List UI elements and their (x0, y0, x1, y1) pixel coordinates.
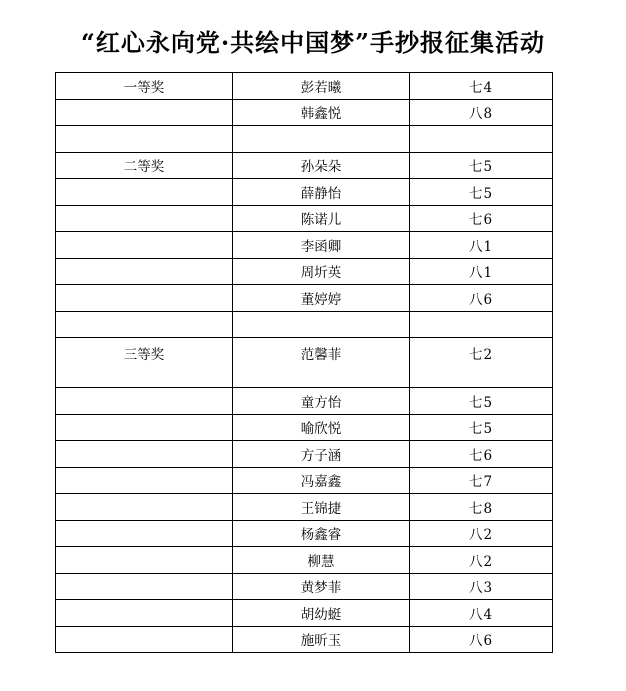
table-row (56, 600, 553, 627)
award-cell (56, 311, 233, 338)
table-row (56, 573, 553, 600)
name-cell: 喻欣悦 (233, 414, 410, 441)
name-cell: 范馨菲 (233, 338, 410, 388)
table-row (56, 126, 553, 153)
table-row (56, 414, 553, 441)
award-cell (56, 99, 233, 126)
class-cell: 八8 (410, 99, 553, 126)
name-cell: 周圻英 (233, 258, 410, 285)
award-cell (56, 232, 233, 259)
table-row (56, 152, 553, 179)
table-row (56, 73, 553, 100)
class-cell: 七2 (410, 338, 553, 388)
class-cell: 七4 (410, 73, 553, 100)
class-cell: 七6 (410, 205, 553, 232)
name-cell: 杨鑫睿 (233, 520, 410, 547)
name-cell: 李函卿 (233, 232, 410, 259)
table-row (56, 388, 553, 415)
award-cell: 二等奖 (56, 152, 233, 179)
name-cell: 薛静怡 (233, 179, 410, 206)
class-cell: 七5 (410, 388, 553, 415)
award-cell (56, 573, 233, 600)
class-cell: 七7 (410, 467, 553, 494)
table-row (56, 205, 553, 232)
award-cell (56, 205, 233, 232)
award-cell (56, 467, 233, 494)
name-cell: 施昕玉 (233, 626, 410, 653)
award-cell: 一等奖 (56, 73, 233, 100)
class-cell: 八2 (410, 520, 553, 547)
class-cell (410, 126, 553, 153)
table-row (56, 99, 553, 126)
award-cell (56, 126, 233, 153)
class-cell: 八4 (410, 600, 553, 627)
table-row (56, 338, 553, 388)
table-row (56, 547, 553, 574)
name-cell: 柳慧 (233, 547, 410, 574)
class-cell: 七5 (410, 179, 553, 206)
award-cell (56, 179, 233, 206)
name-cell: 胡幼蜓 (233, 600, 410, 627)
class-cell: 八2 (410, 547, 553, 574)
class-cell: 八1 (410, 232, 553, 259)
award-cell (56, 547, 233, 574)
table-row (56, 626, 553, 653)
name-cell: 冯嘉鑫 (233, 467, 410, 494)
class-cell: 八3 (410, 573, 553, 600)
award-cell (56, 285, 233, 312)
name-cell (233, 126, 410, 153)
award-cell (56, 600, 233, 627)
name-cell: 方子涵 (233, 441, 410, 468)
name-cell: 彭若曦 (233, 73, 410, 100)
award-cell (56, 388, 233, 415)
table-row (56, 258, 553, 285)
class-cell: 七5 (410, 152, 553, 179)
award-cell (56, 441, 233, 468)
table-row (56, 494, 553, 521)
award-cell: 三等奖 (56, 338, 233, 388)
name-cell: 韩鑫悦 (233, 99, 410, 126)
class-cell (410, 311, 553, 338)
award-cell (56, 414, 233, 441)
award-table (55, 72, 553, 653)
class-cell: 七6 (410, 441, 553, 468)
class-cell: 八6 (410, 285, 553, 312)
table-row (56, 467, 553, 494)
class-cell: 七8 (410, 494, 553, 521)
page-title: “红心永向党·共绘中国梦”手抄报征集活动 (81, 28, 545, 57)
award-cell (56, 520, 233, 547)
award-cell (56, 494, 233, 521)
name-cell: 黄梦菲 (233, 573, 410, 600)
table-row (56, 285, 553, 312)
award-cell (56, 258, 233, 285)
table-row (56, 232, 553, 259)
class-cell: 八1 (410, 258, 553, 285)
name-cell: 董婷婷 (233, 285, 410, 312)
class-cell: 八6 (410, 626, 553, 653)
name-cell: 王锦捷 (233, 494, 410, 521)
award-cell (56, 626, 233, 653)
class-cell: 七5 (410, 414, 553, 441)
name-cell: 孙朵朵 (233, 152, 410, 179)
table-row (56, 441, 553, 468)
name-cell: 陈诺儿 (233, 205, 410, 232)
name-cell: 童方怡 (233, 388, 410, 415)
table-row (56, 311, 553, 338)
name-cell (233, 311, 410, 338)
table-row (56, 520, 553, 547)
table-row (56, 179, 553, 206)
